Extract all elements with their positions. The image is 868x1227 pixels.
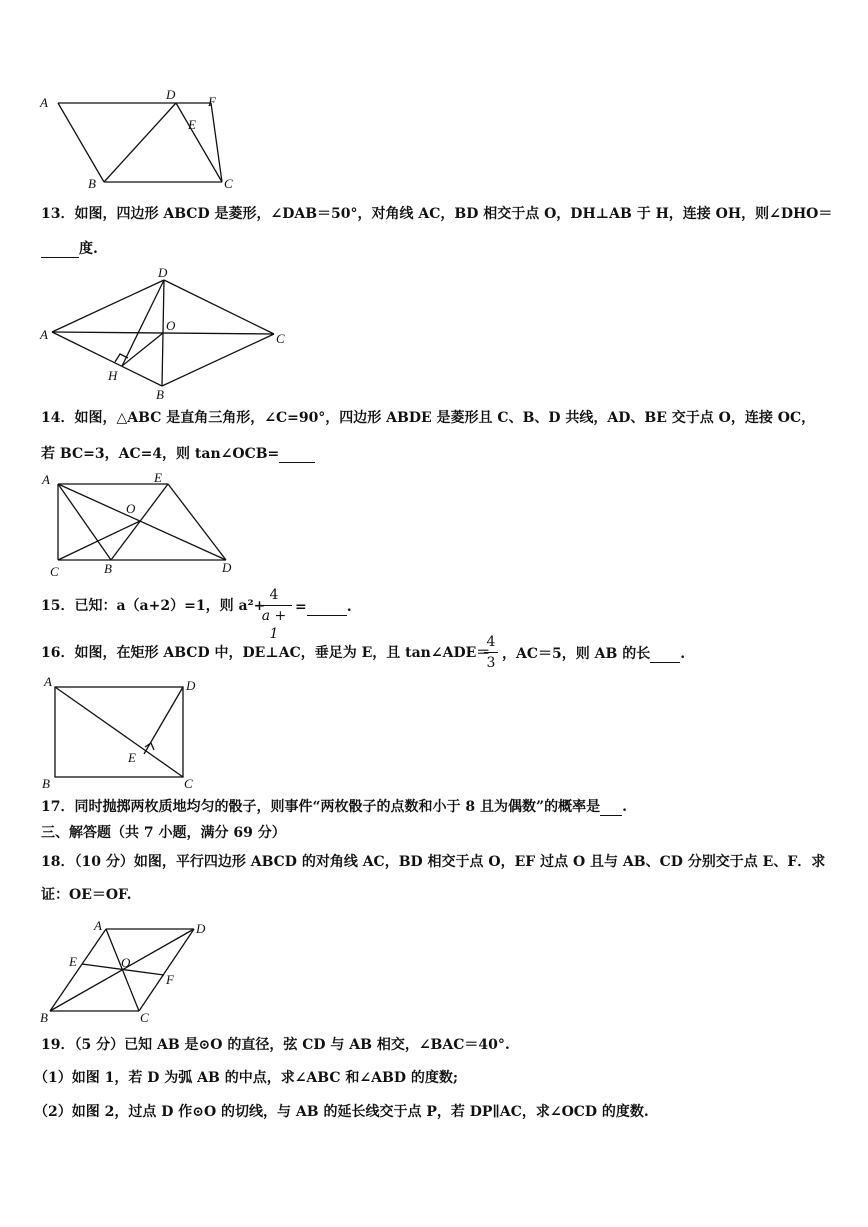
label-b: B	[156, 387, 164, 402]
label-a: A	[40, 95, 48, 110]
label-c: C	[224, 176, 233, 191]
q16-period: .	[680, 646, 686, 662]
answer-blank	[307, 597, 347, 616]
q15-period: .	[346, 599, 352, 615]
q19-part2: （2）如图 2，过点 D 作⊙O 的切线，与 AB 的延长线交于点 P，若 DP∥AC，求∠OCD 的度数.	[34, 1104, 649, 1120]
label-d: D	[196, 921, 206, 936]
q18-line1: 18．（10 分）如图，平行四边形 ABCD 的对角线 AC，BD 相交于点 O，EF 过点 O 且与 AB、CD 分别交于点 E、F．求	[41, 854, 826, 870]
label-f: F	[166, 972, 174, 987]
label-a: A	[40, 327, 48, 342]
q15-denominator: a + 1	[261, 608, 287, 642]
q16-question: ，AC＝5，则 AB 的长	[502, 646, 651, 662]
figure-q12	[36, 84, 236, 194]
q13-line2	[41, 239, 98, 258]
label-b: B	[104, 561, 112, 576]
label-e: E	[128, 750, 136, 765]
section-heading: 三、解答题（共 7 小题，满分 69 分）	[41, 825, 286, 841]
answer-blank	[279, 444, 315, 463]
q16-denominator: 3	[486, 655, 496, 671]
q15-prefix: 15．已知：a（a+2）=1，则 a²+	[41, 598, 266, 614]
answer-blank	[41, 239, 79, 258]
label-e: E	[154, 470, 162, 485]
q15-numerator: 4	[269, 587, 279, 603]
q16-fraction	[484, 633, 498, 672]
label-c: C	[140, 1010, 149, 1025]
label-a: A	[42, 472, 50, 487]
label-a: A	[44, 674, 52, 689]
label-a: A	[94, 918, 102, 933]
label-o: O	[121, 955, 131, 970]
label-e: E	[69, 954, 77, 969]
q15-answer	[295, 597, 352, 616]
q16-numerator: 4	[486, 634, 496, 650]
q14-line1: 14．如图，△ABC 是直角三角形，∠C=90°，四边形 ABDE 是菱形且 C、B、D 共线，AD、BE 交于点 O，连接 OC，	[41, 410, 816, 426]
q19-line1: 19．（5 分）已知 AB 是⊙O 的直径，弦 CD 与 AB 相交，∠BAC＝40°.	[41, 1037, 510, 1053]
label-h: H	[108, 368, 118, 383]
figure-q16-rectangle	[36, 672, 206, 790]
label-b: B	[40, 1010, 48, 1025]
q14-line2	[41, 444, 315, 463]
label-f: F	[208, 94, 216, 109]
q17-text	[41, 797, 627, 816]
q16-prefix: 16．如图，在矩形 ABCD 中，DE⊥AC，垂足为 E，且 tan∠ADE＝	[41, 645, 491, 661]
label-d: D	[158, 265, 168, 280]
q14-question: 若 BC=3，AC=4，则 tan∠OCB=	[41, 446, 280, 462]
label-d: D	[166, 87, 176, 102]
q15-fraction	[256, 586, 292, 643]
q13-line1: 13．如图，四边形 ABCD 是菱形，∠DAB＝50°，对角线 AC，BD 相交于点 O，DH⊥AB 于 H，连接 OH，则∠DHO＝	[41, 206, 833, 222]
figure-q14	[36, 470, 246, 582]
answer-blank	[600, 797, 622, 816]
label-o: O	[126, 501, 136, 516]
q13-unit: 度.	[79, 241, 98, 257]
answer-blank	[650, 644, 680, 663]
q15-equals: =	[295, 599, 307, 615]
q19-part1: （1）如图 1，若 D 为弧 AB 的中点，求∠ABC 和∠ABD 的度数;	[34, 1070, 458, 1086]
figure-q18-parallelogram	[36, 916, 216, 1026]
label-c: C	[50, 564, 59, 579]
q17-question: 17．同时抛掷两枚质地均匀的骰子，则事件“两枚骰子的点数和小于 8 且为偶数”的概率是	[41, 799, 601, 815]
label-c: C	[184, 776, 193, 790]
label-c: C	[276, 331, 285, 346]
q18-line2: 证：OE＝OF.	[41, 887, 132, 903]
label-d: D	[186, 678, 196, 693]
label-b: B	[88, 176, 96, 191]
q16-rest	[502, 644, 685, 663]
label-e: E	[188, 117, 196, 132]
label-o: O	[166, 318, 176, 333]
label-b: B	[42, 776, 50, 790]
figure-q13-rhombus	[36, 263, 296, 403]
q17-period: .	[622, 799, 627, 815]
label-d: D	[222, 560, 232, 575]
